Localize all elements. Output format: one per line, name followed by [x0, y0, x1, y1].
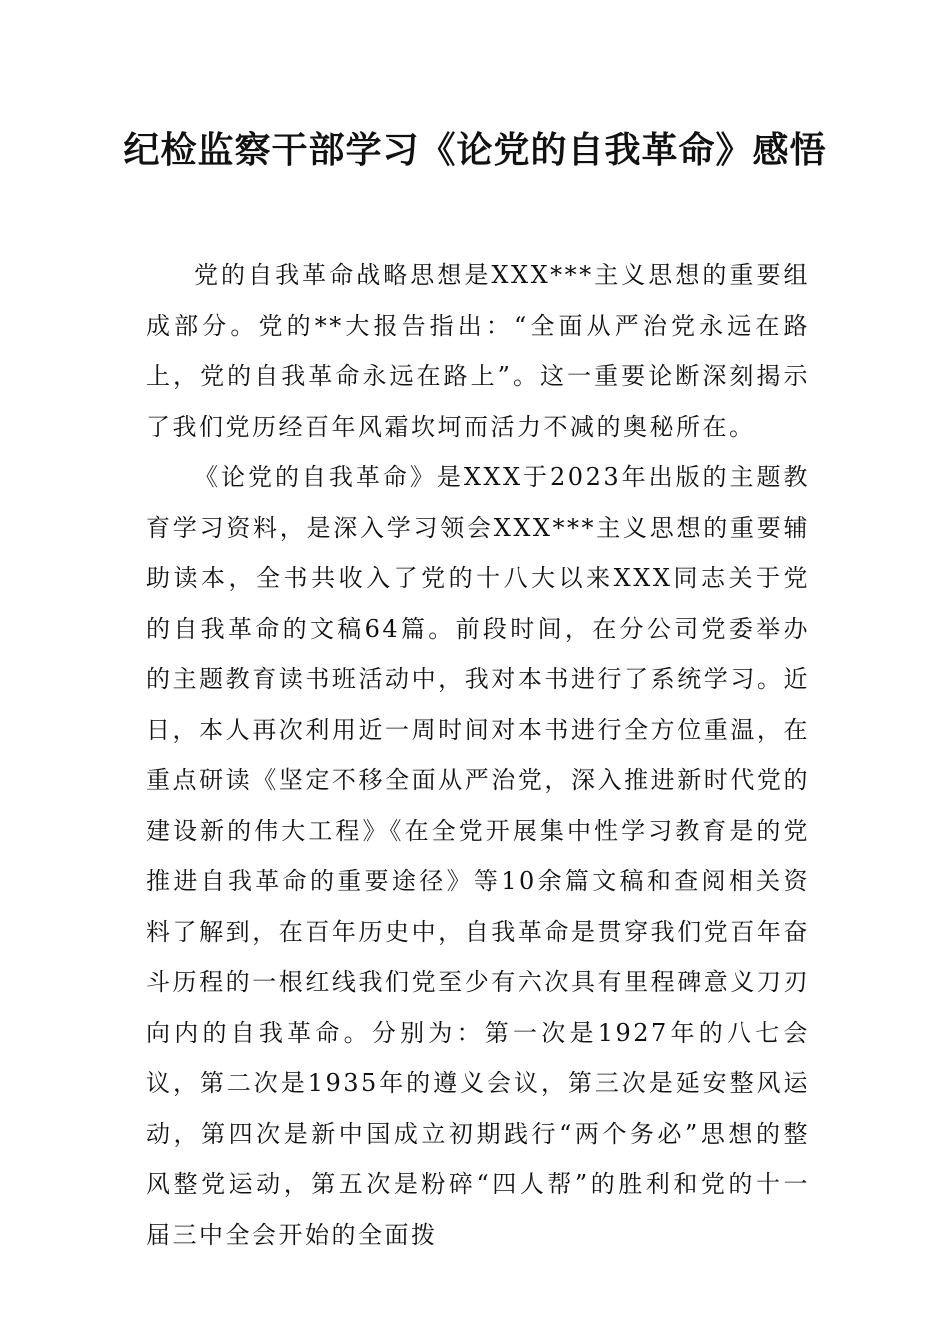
document-title: 纪检监察干部学习《论党的自我革命》感悟	[123, 129, 827, 171]
paragraph-book-study: 《论党的自我革命》是XXX于2023年出版的主题教育学习资料，是深入学习领会XXX***主义思想的重要辅助读本，全书共收入了党的十八大以来XXX同志关于党的自我革命的文稿64篇。前段时间，在分公司党委举办的主题教育读书班活动中，我对本书进行了系统学习。近日，本人再次利用近一周时间对本书进行全方位重温，在重点研读《坚定不移全面从严治党，深入推进新时代党的建设新的伟大工程》《在全党开展集中性学习教育是的党推进自我革命的重要途径》等10余篇文稿和查阅相关资料了解到，在百年历史中，自我革命是贯穿我们党百年奋斗历程的一根红线我们党至少有六次具有里程碑意义刀刃向内的自我革命。分别为：第一次是1927年的八七会议，第二次是1935年的遵义会议，第三次是延安整风运动，第四次是新中国成立初期践行“两个务必”思想的整风整党运动，第五次是粉碎“四人帮”的胜利和党的十一届三中全会开始的全面拨	[146, 463, 810, 1249]
paragraph-intro: 党的自我革命战略思想是XXX***主义思想的重要组成部分。党的**大报告指出：“全面从严治党永远在路上，党的自我革命永远在路上”。这一重要论断深刻揭示了我们党历经百年风霜坎坷而活力不减的奥秘所在。	[146, 261, 810, 441]
document-body	[146, 250, 810, 1260]
